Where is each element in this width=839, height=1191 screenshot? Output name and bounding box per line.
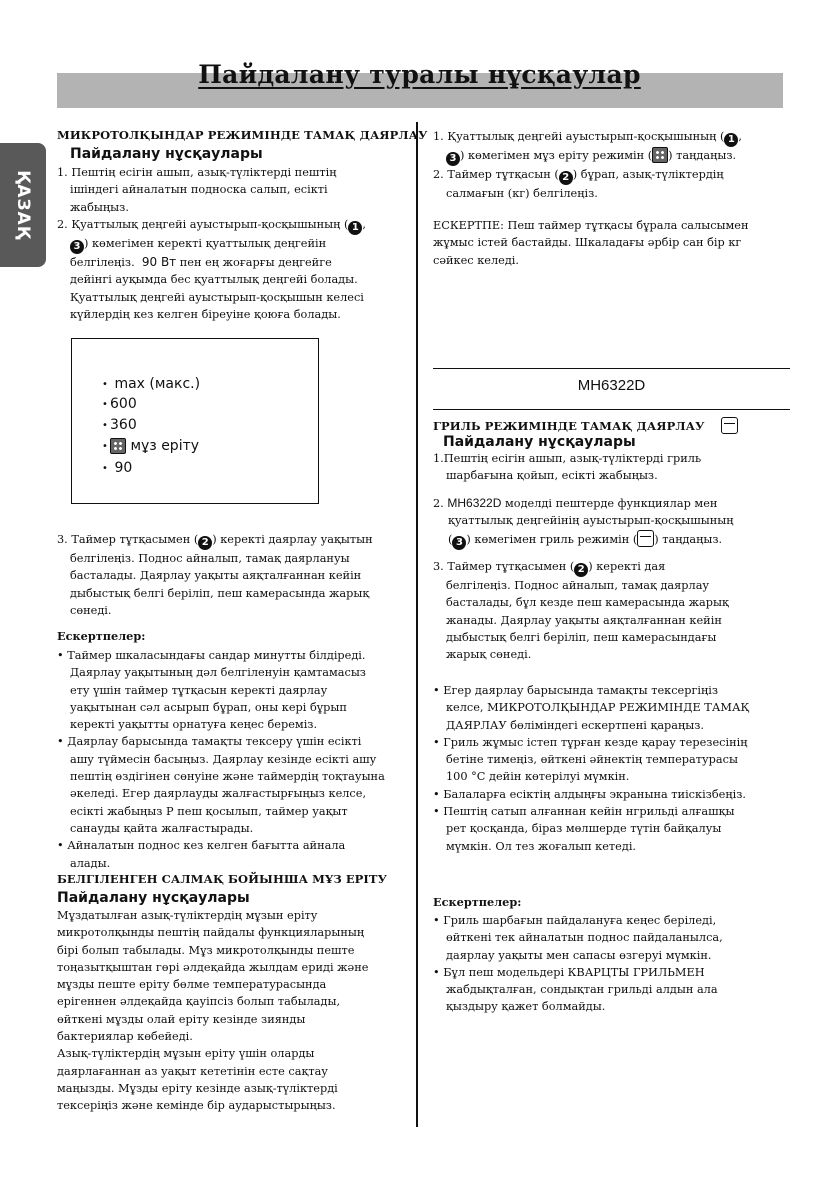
- power-level-defrost: мұз еріту: [130, 438, 200, 454]
- section-defrost-subtitle: Пайдалану нұсқаулары: [57, 890, 250, 906]
- text-line: моделді пештерде функциялар мен: [505, 497, 718, 510]
- note-line: керекті уақытты орнатуға кеңес береміз.: [70, 718, 318, 732]
- knob-3-icon: 3: [446, 152, 460, 166]
- knob-2-icon: 2: [574, 563, 588, 577]
- text-line: сөнеді.: [70, 603, 112, 617]
- text-line: даярлағаннан аз уақыт кететінін есте сақтау: [57, 1064, 328, 1078]
- column-divider: [416, 122, 418, 1127]
- bullet-line: ДАЯРЛАУ бөліміндегі ескертпені қараңыз.: [446, 718, 705, 732]
- grill-icon: [721, 417, 738, 434]
- text-line: басталады, бұл кезде пеш камерасында жарық: [446, 596, 729, 610]
- grill-notes: [433, 912, 793, 1016]
- knob-2-icon: 2: [198, 536, 212, 550]
- text-line: тоңазытқыштан гөрі әлдеқайда жылдам ериді және: [57, 960, 369, 974]
- text-line: микротолқынды пештің пайдалы функцияларының: [57, 926, 365, 940]
- text-line: қуаттылық деңгейінің ауыстырып-қосқышының: [448, 514, 734, 528]
- text-line: күйлердің кез келген біреуіне қоюға болады.: [70, 307, 341, 321]
- note-line: • Таймер шкаласындағы сандар минутты білдіреді.: [57, 649, 366, 662]
- text-line: маңызды. Мұзды еріту кезінде азық-түліктерді: [57, 1081, 338, 1095]
- knob-2-icon: 2: [559, 171, 573, 185]
- text-line: 2. Таймер тұтқасын (: [433, 168, 559, 181]
- text-line: 1.Пештің есігін ашып, азық-түліктерді гриль: [433, 452, 702, 465]
- text-line: белгілеңіз.: [70, 256, 135, 269]
- text-line: 1. Қуаттылық деңгейі ауыстырып-қосқышының (: [433, 130, 725, 143]
- notes-title: Ескертпелер:: [57, 629, 146, 643]
- text-line: бактериялар көбейеді.: [57, 1030, 193, 1044]
- text-line: шарбағына қойып, есікті жабыңыз.: [446, 469, 658, 483]
- text-line: ) көмегімен керекті қуаттылық деңгейін: [84, 237, 327, 250]
- note-line: әкеледі. Егер даярлауды жалғастырғыңыз келсе,: [70, 787, 367, 801]
- knob-1-icon: 1: [348, 221, 362, 235]
- note-line: ету үшін таймер тұтқасын керекті даярлау: [70, 683, 328, 697]
- note-line: алады.: [70, 856, 111, 870]
- step1: [57, 164, 407, 216]
- text-line: дыбыстық белгі беріліп, пеш камерасындағы: [446, 630, 717, 644]
- bullet-line: рет қосқанда, біраз мөлшерде түтін байқалуы: [446, 822, 722, 836]
- grill-notes-title: Ескертпелер:: [433, 895, 522, 909]
- power-level-360: 360: [110, 417, 137, 433]
- grill-icon: [637, 530, 654, 547]
- note-line: пештің өздігінен сөнуіне және таймердің тоқтауына: [70, 770, 385, 784]
- text-line: 2. Қуаттылық деңгейі ауыстырып-қосқышының (: [57, 218, 349, 231]
- text-line: Азық-түліктердің мұзын еріту үшін оларды: [57, 1047, 315, 1061]
- note-line: өйткені тек айналатын поднос пайдаланылса,: [446, 931, 723, 945]
- text-line: 2.: [433, 497, 444, 510]
- knob-3-icon: 3: [452, 536, 466, 550]
- text-line: ) көмегімен мұз еріту режимін (: [460, 149, 653, 162]
- grill-bullets: [433, 682, 793, 855]
- grill-step2: 2. MH6322D моделді пештерде функциялар мен қуаттылық деңгейінің ауыстырып-қосқышының ( 3 ) көмегімен гриль режимін ( ) таңдаңыз.: [433, 495, 793, 550]
- note-line: жабдықталған, сондықтан грильді алдын ала: [446, 983, 718, 997]
- grill-step3: [433, 558, 793, 663]
- model-rule-top: [433, 368, 790, 369]
- bullet-line: • Балаларға есіктің алдыңғы экранына тиіскізбеңіз.: [433, 787, 746, 801]
- text-line: ) керекті даярлау уақытын: [212, 533, 373, 546]
- text-line: ) бұрап, азық-түліктердің: [572, 168, 724, 181]
- section-grill-title: [433, 417, 738, 434]
- text-line: ЕСКЕРТПЕ: Пеш таймер тұтқасы бұрала салысымен: [433, 219, 749, 232]
- text-line: басталады. Даярлау уақыты аяқталғаннан кейін: [70, 569, 362, 583]
- text-line: жабыңыз.: [70, 200, 129, 214]
- bullet-line: • Пештің сатып алғаннан кейін нгрильді алғашқы: [433, 805, 735, 819]
- bullet-line: • Гриль жұмыс істеп тұрған кезде қарау терезесінің: [433, 735, 748, 749]
- text-line: өйткені мұзды олай еріту кезінде зиянды: [57, 1012, 306, 1026]
- text-line: дейінгі ауқымда бес қуаттылық деңгейі болады.: [70, 273, 358, 287]
- text-line: ) керекті дая: [588, 560, 666, 573]
- section-grill-subtitle: Пайдалану нұсқаулары: [443, 434, 636, 450]
- model-inline: MH6322D: [447, 496, 502, 510]
- language-tab-label: ҚАЗАҚ: [13, 170, 33, 240]
- step3: [57, 531, 407, 619]
- text-line: белгілеңіз. Поднос айналып, тамақ даярлануы: [70, 552, 350, 565]
- language-tab: [0, 143, 46, 267]
- note-line: • Гриль шарбағын пайдалануға кеңес беріледі,: [433, 914, 717, 927]
- text-line: ) таңдаңыз.: [668, 149, 737, 162]
- section-grill-title-text: ГРИЛЬ РЕЖИМІНДЕ ТАМАҚ ДАЯРЛАУ: [433, 419, 705, 433]
- note-line: қыздыру қажет болмайды.: [446, 1000, 606, 1014]
- notes-list: [57, 647, 412, 872]
- bullet-line: 100 °С дейін көтерілуі мүмкін.: [446, 770, 630, 784]
- text-line: жанады. Даярлау уақыты аяқталғаннан кейін: [446, 613, 722, 627]
- text-line: ерігеннен әлдеқайда қауіпсіз болып табылады,: [57, 995, 341, 1009]
- note-line: Даярлау уақытының дәл белгіленуін қамтамасыз: [70, 666, 366, 680]
- bullet-line: келсе, МИКРОТОЛҚЫНДАР РЕЖИМІНДЕ ТАМАҚ: [446, 701, 750, 715]
- note-line: • Даярлау барысында тамақты тексеру үшін есікті: [57, 735, 362, 749]
- bullet-line: бетіне тимеңіз, өйткені әйнектің температурасы: [446, 753, 738, 767]
- note-line: есікті жабыңыз Р пеш қосылып, таймер уақыт: [70, 804, 348, 818]
- defrost-icon: [110, 438, 126, 454]
- defrost-note: [433, 217, 793, 269]
- defrost-body: [57, 907, 412, 1115]
- text-line: ішіндегі айналатын подноска салып, есікті: [70, 183, 328, 197]
- text-line: жұмыс істей бастайды. Шкаладағы әрбір сан бір кг: [433, 236, 742, 250]
- defrost-icon: [652, 147, 668, 163]
- step2: 2. Қуаттылық деңгейі ауыстырып-қосқышының ( 1 , 3 ) көмегімен керекті қуаттылық деңгейін белгілеңіз. 90 Вт пен ең жоғарғы деңгейге дейінгі ауқымда бес қуаттылық деңгейі болады. Қуаттылық деңгейі ауыстырып-қосқышын келесі күйлердің кез келген біреуіне қоюға болады.: [57, 216, 407, 323]
- section-microwave-title: МИКРОТОЛҚЫНДАР РЕЖИМІНДЕ ТАМАҚ ДАЯРЛАУ: [57, 128, 428, 142]
- power-level-600: 600: [110, 396, 137, 412]
- text-line: жарық сөнеді.: [446, 648, 532, 662]
- text-line: Мұздатылған азық-түліктердің мұзын еріту: [57, 909, 318, 922]
- text-line: сәйкес келеді.: [433, 253, 519, 267]
- model-rule-bottom: [433, 409, 790, 410]
- note-line: • Бұл пеш модельдері КВАРЦТЫ ГРИЛЬМЕН: [433, 965, 705, 979]
- text-line: 3. Таймер тұтқасымен (: [57, 533, 199, 546]
- text-line: 1. Пештің есігін ашып, азық-түліктерді пештің: [57, 166, 337, 179]
- text-line: ) көмегімен гриль режимін (: [466, 532, 638, 546]
- note-line: санауды қайта жалғастырады.: [70, 821, 254, 835]
- watts-value: 90 Вт: [141, 255, 177, 269]
- text-line: дыбыстық белгі беріліп, пеш камерасында жарық: [70, 586, 370, 600]
- power-level-max: max (макс.): [114, 376, 201, 392]
- section-defrost-title: БЕЛГІЛЕНГЕН САЛМАҚ БОЙЫНША МҰЗ ЕРІТУ: [57, 872, 387, 886]
- model-title: MH6322D: [577, 377, 646, 394]
- text-line: мұзды пеште еріту бөлме температурасында: [57, 978, 327, 992]
- knob-1-icon: 1: [724, 133, 738, 147]
- text-line: Қуаттылық деңгейі ауыстырып-қосқышын келесі: [70, 290, 364, 304]
- power-levels-box: • max (макс.) • 600 • 360 • мұз еріту • 90: [71, 338, 319, 504]
- grill-step1: [433, 450, 793, 485]
- text-line: салмағын (кг) белгілеңіз.: [446, 187, 598, 200]
- page-title: Пайдалану туралы нұсқаулар: [198, 60, 641, 89]
- text-line: тексеріңіз және кемінде бір аударыстырыңыз.: [57, 1099, 336, 1113]
- note-line: • Айналатын поднос кез келген бағытта айнала: [57, 839, 346, 853]
- knob-3-icon: 3: [70, 240, 84, 254]
- section-microwave-subtitle: Пайдалану нұсқаулары: [70, 146, 263, 162]
- note-line: уақытынан сәл асырып бұрап, оны кері бұрып: [70, 700, 347, 714]
- bullet-line: • Егер даярлау барысында тамақты тексергіңіз: [433, 684, 718, 697]
- text-line: 3. Таймер тұтқасымен (: [433, 560, 575, 573]
- defrost-step1: 1. Қуаттылық деңгейі ауыстырып-қосқышының ( 1 , 3 ) көмегімен мұз еріту режимін ( ) таңдаңыз. 2. Таймер тұтқасын ( 2 ) бұрап, азық-түліктердің салмағын (кг) белгілеңіз.: [433, 128, 793, 202]
- bullet-line: мүмкін. Ол тез жоғалып кетеді.: [446, 839, 637, 853]
- text-line: белгілеңіз. Поднос айналып, тамақ даярлау: [446, 579, 710, 592]
- note-line: даярлау уақыты мен сапасы өзгеруі мүмкін.: [446, 948, 712, 962]
- note-line: ашу түймесін басыңыз. Даярлау кезінде есікті ашу: [70, 752, 377, 766]
- power-level-90: 90: [114, 460, 133, 476]
- text-line: бірі болып табылады. Мұз микротолқынды пеште: [57, 943, 355, 957]
- text-line: ) таңдаңыз.: [654, 532, 723, 546]
- text-line: пен ең жоғарғы деңгейге: [179, 256, 332, 269]
